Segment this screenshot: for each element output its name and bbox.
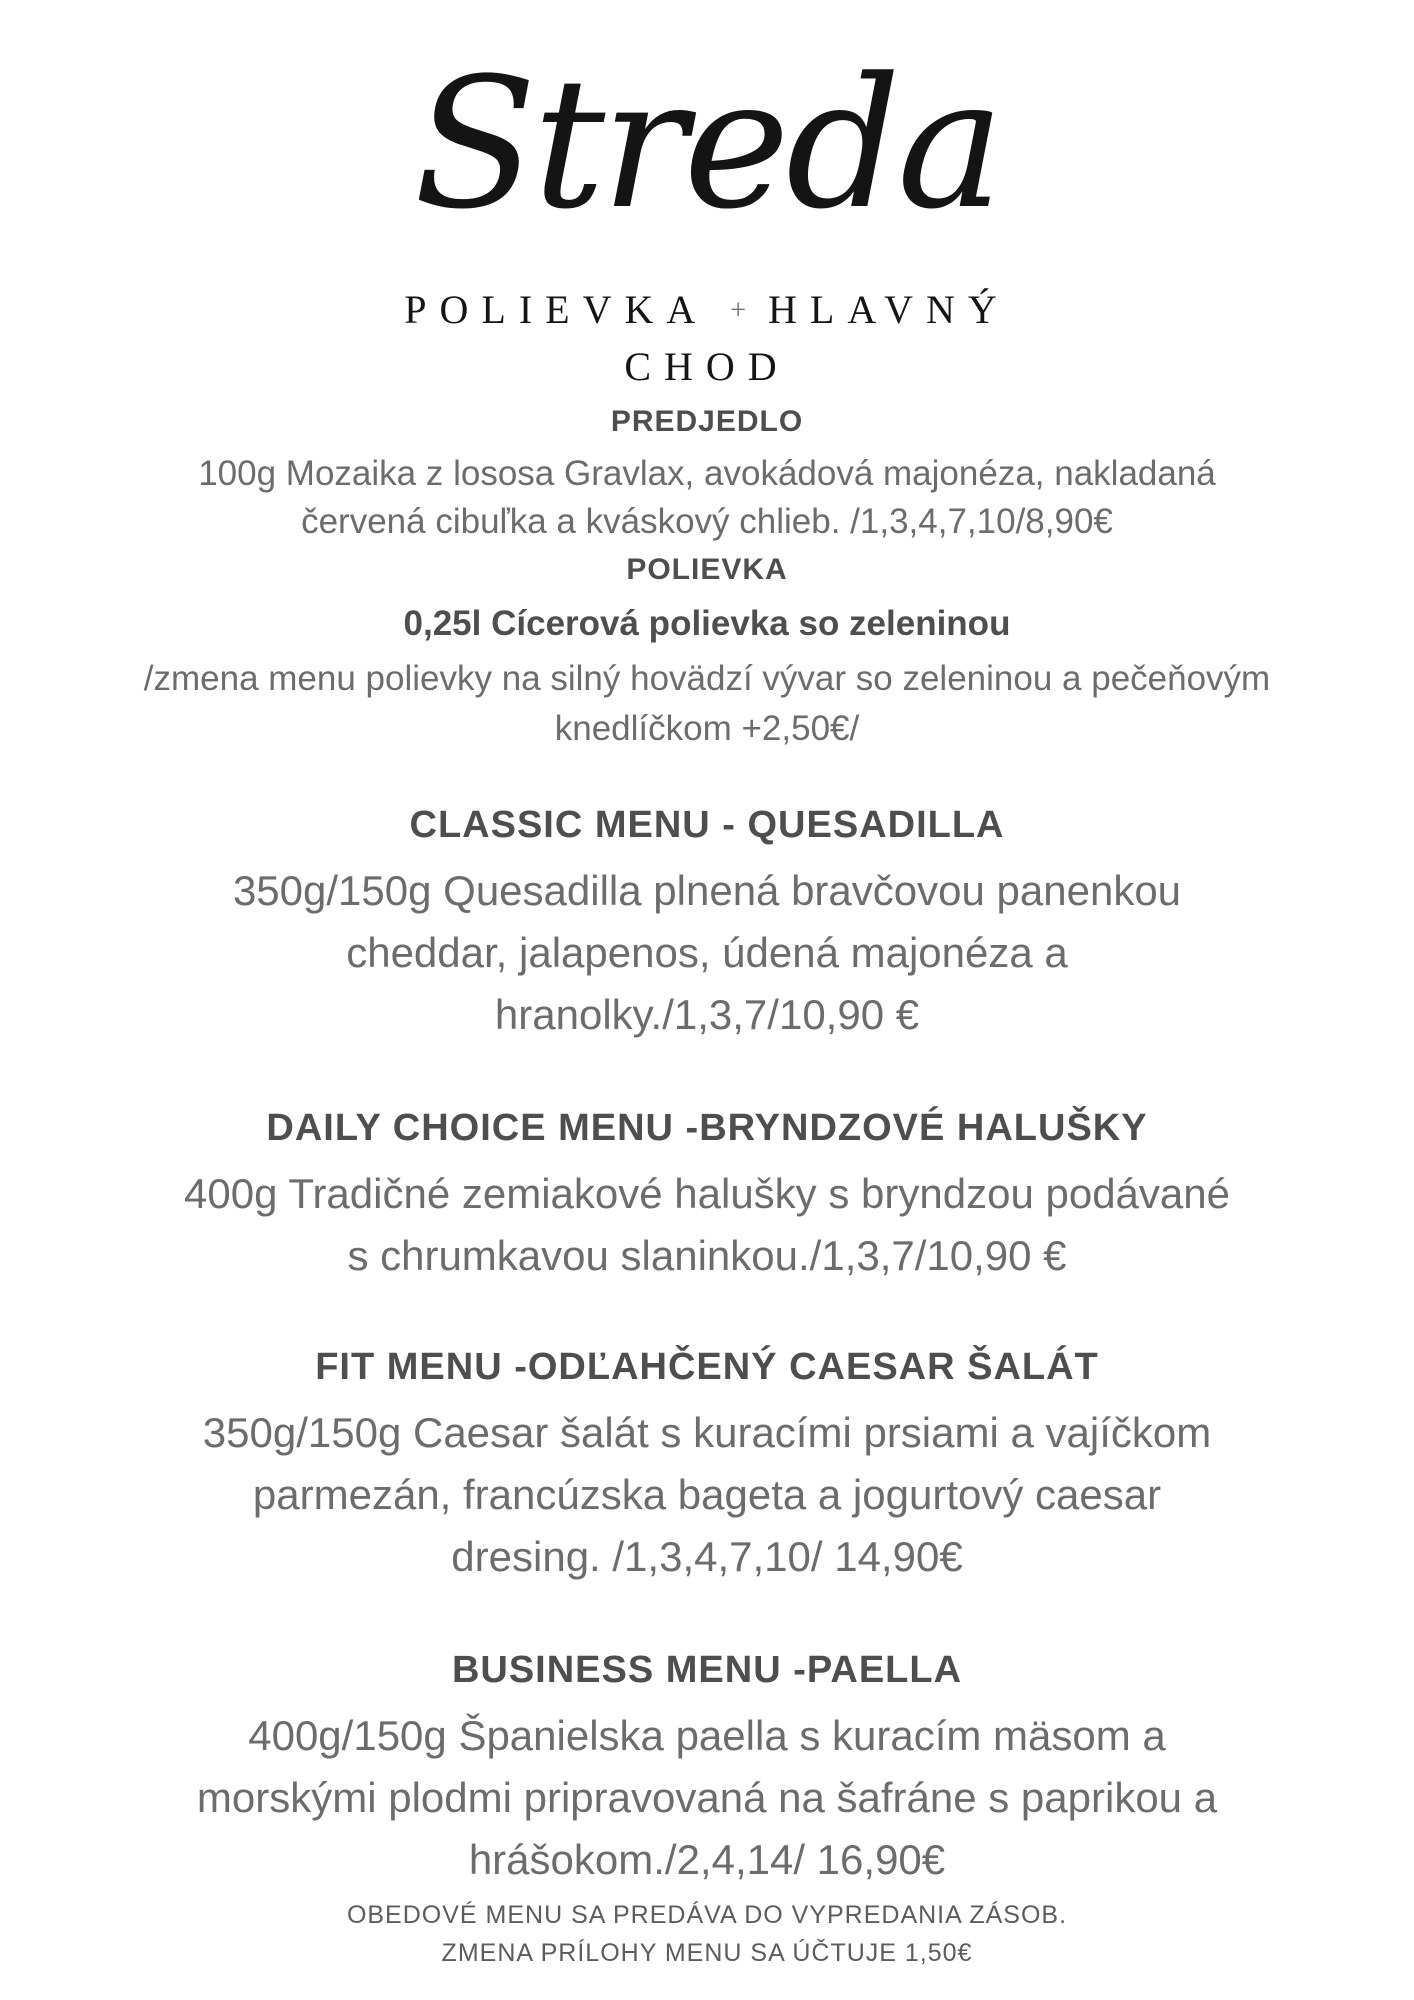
menu-heading-daily-choice: DAILY CHOICE MENU -BRYNDZOVÉ HALUŠKY <box>266 1107 1148 1149</box>
menu-line: s chrumkavou slaninkou./1,3,7/10,90 € <box>347 1232 1067 1279</box>
subtitle-word-polievka: POLIEVKA <box>404 287 709 332</box>
starter-heading: PREDJEDLO <box>610 405 804 438</box>
subtitle-line-1 <box>0 282 1414 339</box>
menu-line: 400g/150g Španielska paella s kuracím mäsom a <box>248 1712 1166 1759</box>
menu-heading-fit: FIT MENU -ODĽAHČENÝ CAESAR ŠALÁT <box>315 1346 1099 1388</box>
menu-subtitle <box>0 282 1414 395</box>
soup-note-line: knedlíčkom +2,50€/ <box>554 709 860 748</box>
subtitle-plus-sign: + <box>730 295 747 326</box>
menu-description-daily-choice <box>0 1163 1414 1287</box>
soup-note <box>0 654 1414 754</box>
starter-line: červená cibuľka a kváskový chlieb. /1,3,4,7,10/8,90€ <box>301 502 1113 541</box>
menu-line: 400g Tradičné zemiakové halušky s bryndzou podávané <box>184 1170 1230 1217</box>
menu-section-business <box>0 1645 1414 1891</box>
soup-name: 0,25l Cícerová polievka so zeleninou <box>403 604 1011 643</box>
soup-section <box>0 548 1414 754</box>
menu-section-daily-choice <box>0 1103 1414 1287</box>
menu-heading-classic: CLASSIC MENU - QUESADILLA <box>409 804 1005 846</box>
menu-description-fit <box>0 1402 1414 1588</box>
starter-line: 100g Mozaika z lososa Gravlax, avokádová majonéza, nakladaná <box>198 454 1216 493</box>
soup-note-line: /zmena menu polievky na silný hovädzí vývar so zeleninou a pečeňovým <box>143 659 1271 698</box>
menu-section-fit <box>0 1342 1414 1588</box>
footer-note-line: OBEDOVÉ MENU SA PREDÁVA DO VYPREDANIA ZÁSOB. <box>346 1901 1068 1929</box>
menu-description-classic <box>0 860 1414 1046</box>
menu-line: 350g/150g Caesar šalát s kuracími prsiami a vajíčkom <box>202 1409 1212 1456</box>
footer-notes <box>0 1896 1414 1972</box>
menu-heading-business: BUSINESS MENU -PAELLA <box>451 1649 963 1691</box>
starter-section <box>0 400 1414 546</box>
day-title: Streda <box>413 40 1001 249</box>
menu-line: morskými plodmi pripravovaná na šafráne s paprikou a <box>196 1774 1218 1821</box>
menu-description-business <box>0 1705 1414 1891</box>
menu-line: hranolky./1,3,7/10,90 € <box>494 991 920 1038</box>
subtitle-word-hlavny: HLAVNÝ <box>768 287 1010 332</box>
menu-line: hrášokom./2,4,14/ 16,90€ <box>468 1836 946 1883</box>
menu-section-classic <box>0 800 1414 1046</box>
menu-line: 350g/150g Quesadilla plnená bravčovou panenkou <box>232 867 1182 914</box>
menu-line: parmezán, francúzska bageta a jogurtový caesar <box>252 1471 1162 1518</box>
subtitle-line-2: CHOD <box>624 344 790 389</box>
starter-description <box>0 450 1414 546</box>
soup-heading: POLIEVKA <box>626 553 788 586</box>
menu-line: dresing. /1,3,4,7,10/ 14,90€ <box>451 1533 963 1580</box>
footer-note-line: ZMENA PRÍLOHY MENU SA ÚČTUJE 1,50€ <box>441 1939 973 1967</box>
menu-line: cheddar, jalapenos, údená majonéza a <box>346 929 1068 976</box>
